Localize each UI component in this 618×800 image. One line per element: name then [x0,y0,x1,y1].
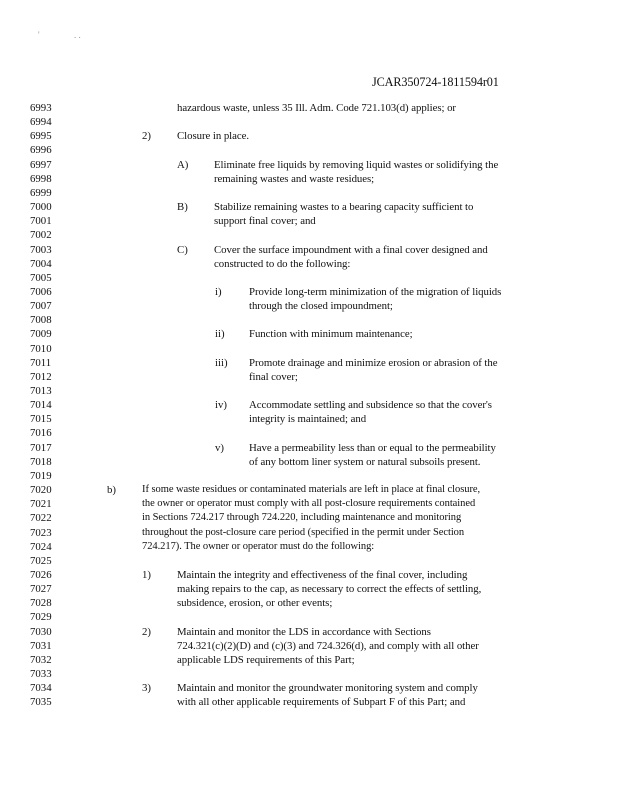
line-number: 7008 [30,314,52,327]
list-marker: A) [177,158,189,171]
paragraph-line: Have a permeability less than or equal to the permeability [249,441,496,454]
paragraph-line: support final cover; and [214,215,316,228]
paragraph-line: final cover; [249,370,298,383]
line-number: 7004 [30,257,52,270]
paragraph-line: remaining wastes and waste residues; [214,172,375,185]
paragraph-line: Maintain and monitor the groundwater monitoring system and comply [177,682,478,695]
line-number: 6999 [30,186,52,199]
paragraph-line: Maintain the integrity and effectiveness of the final cover, including [177,568,468,581]
line-number: 7010 [30,342,52,355]
line-number: 7031 [30,639,52,652]
list-marker: iv) [215,399,227,412]
paragraph-line: in Sections 724.217 through 724.220, including maintenance and monitoring [142,512,462,524]
list-marker: b) [107,484,116,497]
line-number: 7019 [30,469,52,482]
paragraph-line: Function with minimum maintenance; [249,328,413,341]
paragraph-line: Promote drainage and minimize erosion or abrasion of the [249,356,498,369]
scan-mark-left: ' [38,30,40,40]
line-number: 7022 [30,512,52,525]
line-number: 7007 [30,300,52,313]
line-number: 6994 [30,116,52,129]
paragraph-line: the owner or operator must comply with all post-closure requirements contained [142,498,476,510]
paragraph-line: subsidence, erosion, or other events; [177,597,333,610]
paragraph-line: hazardous waste, unless 35 Ill. Adm. Code 721.103(d) applies; or [177,102,456,114]
line-number: 7035 [30,696,52,709]
list-marker: C) [177,243,188,256]
list-marker: ii) [215,328,225,341]
line-number: 7032 [30,653,52,666]
paragraph-line: constructed to do the following: [214,257,351,270]
line-number: 7002 [30,229,52,242]
line-number: 7029 [30,611,52,624]
list-marker: iii) [215,356,228,369]
paragraph-line: 724.217). The owner or operator must do the following: [142,540,375,552]
paragraph-line: through the closed impoundment; [249,300,393,313]
line-number: 7016 [30,427,52,440]
line-number: 7013 [30,385,52,397]
line-number: 6997 [30,158,52,171]
paragraph-line: Stabilize remaining wastes to a bearing capacity sufficient to [214,201,474,214]
line-number: 6995 [30,130,52,143]
paragraph-line: Maintain and monitor the LDS in accordance with Sections [177,625,431,638]
list-marker: B) [177,201,188,214]
line-number: 6993 [30,102,52,114]
paragraph-line: making repairs to the cap, as necessary to correct the effects of settling, [177,583,482,596]
line-number: 7014 [30,399,52,412]
line-number: 7012 [30,370,52,383]
list-marker: 2) [142,625,151,638]
document-header-id: JCAR350724-1811594r01 [372,75,499,89]
line-number: 7001 [30,215,52,228]
line-number: 7011 [30,356,52,369]
line-number: 7034 [30,682,52,695]
paragraph-line: of any bottom liner system or natural subsoils present. [249,455,481,468]
list-marker: v) [215,441,224,454]
scan-mark-right: . . [74,30,81,40]
line-number: 7018 [30,455,52,468]
list-marker: 3) [142,682,151,695]
line-number: 7017 [30,441,52,454]
paragraph-line: Closure in place. [177,130,250,143]
line-number: 6996 [30,144,52,157]
paragraph-line: throughout the post-closure care period (specified in the permit under Section [142,526,465,538]
line-number: 7009 [30,328,52,341]
line-number: 7003 [30,243,52,256]
line-number: 7030 [30,625,52,638]
line-number: 7028 [30,597,52,610]
line-number: 7023 [30,526,52,539]
line-number: 6998 [30,172,52,185]
line-number: 7024 [30,540,52,553]
paragraph-line: 724.321(c)(2)(D) and (c)(3) and 724.326(d), and comply with all other [177,639,479,652]
paragraph-line: applicable LDS requirements of this Part; [177,653,355,666]
line-number: 7026 [30,568,52,581]
paragraph-line: Accommodate settling and subsidence so that the cover's [249,399,492,412]
paragraph-line: Eliminate free liquids by removing liquid wastes or solidifying the [214,158,499,171]
paragraph-line: integrity is maintained; and [249,413,367,426]
list-marker: i) [215,285,222,298]
line-number: 7006 [30,285,52,298]
line-number: 7021 [30,498,52,511]
paragraph-line: Cover the surface impoundment with a final cover designed and [214,243,488,256]
line-number: 7027 [30,583,52,596]
line-number: 7005 [30,271,52,284]
paragraph-line: If some waste residues or contaminated materials are left in place at final closure, [142,484,481,496]
line-number: 7020 [30,484,52,497]
line-number: 7025 [30,554,52,567]
line-number: 7033 [30,668,52,680]
paragraph-line: with all other applicable requirements of Subpart F of this Part; and [177,696,466,709]
line-number: 7000 [30,201,52,214]
paragraph-line: Provide long-term minimization of the migration of liquids [249,285,502,298]
list-marker: 1) [142,568,151,581]
line-number: 7015 [30,413,52,426]
list-marker: 2) [142,130,151,143]
